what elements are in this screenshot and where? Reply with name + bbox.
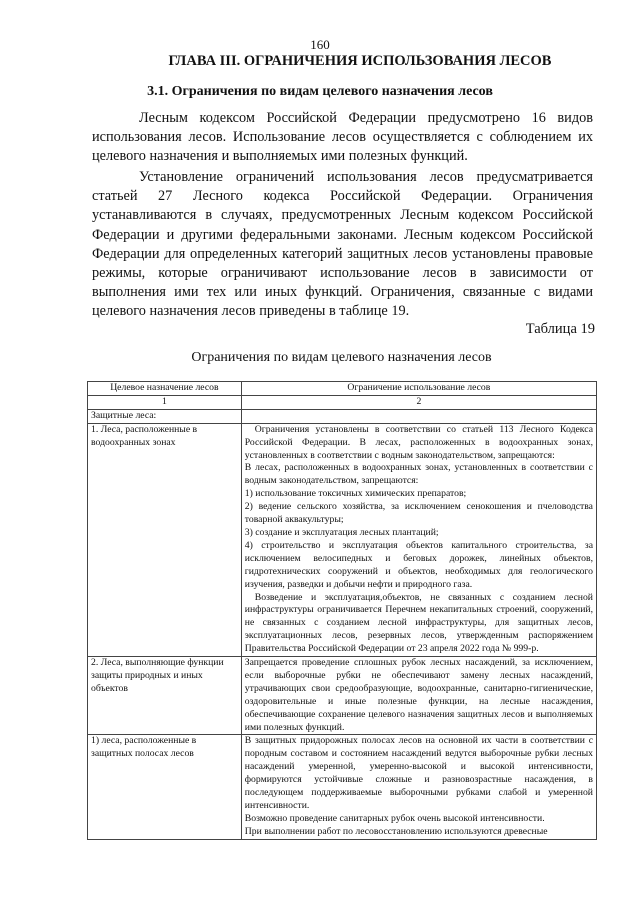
restrictions-table [87, 381, 597, 840]
row-content-cell [241, 423, 596, 656]
cell-paragraph: В лесах, расположенных в водоохранных зонах, установленных в соответствии с водным законодательством, запрещаются: [244, 462, 593, 487]
cell-paragraph: Возведение и эксплуатация,объектов, не связанных с созданием лесной инфраструктуры ограничивается Перечнем некапитальных строений, сооружений, не связанных с созданием лесной инфраструктуры, для защитных лесов, эксплуатационных лесов, резервных лесов, утвержденным распоряжением Правительства Российской Федерации от 23 апреля 2022 года № 999-р. [244, 591, 593, 655]
column-number-cell: 2 [241, 395, 596, 409]
table-column-number-row [88, 395, 597, 409]
row-label-cell: 1. Леса, расположенные в водоохранных зонах [88, 423, 242, 656]
page-number: 160 [310, 37, 330, 52]
row-content-cell [241, 735, 596, 839]
table-number: Таблица 19 [525, 321, 595, 337]
table-header-row [88, 382, 597, 396]
column-number-cell: 1 [88, 395, 242, 409]
cell-paragraph: 4) строительство и эксплуатация объектов капитального строительства, за исключением велосипедных и беговых дорожек, линейных объектов, гидротехнических сооружений и объектов, необходимых для геологического изучения, разведки и добычи нефти и природного газа. [244, 539, 593, 590]
cell-paragraph: 2) ведение сельского хозяйства, за исключением сенокошения и пчеловодства товарной аквакультуры; [244, 501, 593, 526]
chapter-title: ГЛАВА III. ОГРАНИЧЕНИЯ ИСПОЛЬЗОВАНИЯ ЛЕСОВ [168, 53, 552, 69]
group-label-cell: Защитные леса: [88, 409, 242, 423]
table-header-cell: Ограничение использование лесов [241, 382, 596, 396]
table-row [88, 423, 597, 656]
row-label-cell: 1) леса, расположенные в защитных полосах лесов [88, 735, 242, 839]
table-group-row [88, 409, 597, 423]
group-empty-cell [241, 409, 596, 423]
table-row [88, 735, 597, 839]
table-header-cell: Целевое назначение лесов [88, 382, 242, 396]
body-paragraph: Установление ограничений использования лесов предусматривается статьей 27 Лесного кодекса Российской Федерации. Ограничения устанавливаются в случаях, предусмотренных Лесным кодексом Российской Федерации и другими федеральными законами. Лесным кодексом Российской Федерации для определенных категорий защитных лесов установлены правовые режимы, которые ограничивают использование лесов в зависимости от выполнения ими тех или иных функций. Ограничения, связанные с видами целевого назначения лесов приведены в таблице 19. [92, 169, 593, 320]
cell-paragraph: Ограничения установлены в соответствии со статьей 113 Лесного Кодекса Российской Федерации. В лесах, расположенных в водоохранных зонах, установленных в соответствии с водным законодательством, запрещаются: [244, 423, 593, 461]
cell-paragraph: 1) использование токсичных химических препаратов; [244, 488, 467, 500]
cell-paragraph: Возможно проведение санитарных рубок очень высокой интенсивности. [244, 812, 545, 824]
table-caption: Ограничения по видам целевого назначения лесов [191, 350, 492, 365]
body-paragraph: Лесным кодексом Российской Федерации предусмотрено 16 видов использования лесов. Использование лесов осуществляется с соблюдением их целевого назначения и выполняемых ими полезных функций. [92, 110, 593, 165]
row-label-cell: 2. Леса, выполняющие функции защиты природных и иных объектов [88, 657, 242, 735]
cell-paragraph: Запрещается проведение сплошных рубок лесных насаждений, за исключением, если выборочные рубки не обеспечивают замену лесных насаждений, утрачивающих свои средообразующие, водоохранные, санитарно-гигиенические, оздоровительные и иные полезные функции, на лесные насаждения, обеспечивающие сохранение целевого назначения защитных лесов и выполняемых ими полезных функций. [244, 657, 593, 733]
cell-paragraph: В защитных придорожных полосах лесов на основной их части в соответствии с породным составом и состоянием насаждений ведутся выборочные рубки лесных насаждений умеренной, умеренно-высокой и высокой интенсивности, формируются устойчивые сложные и разновозрастные насаждения, в последующем поддерживаемые выборочными рубками слабой и умеренной интенсивности. [244, 735, 593, 811]
cell-paragraph: 3) создание и эксплуатация лесных плантаций; [244, 526, 439, 538]
row-content-cell [241, 657, 596, 735]
table-row [88, 657, 597, 735]
cell-paragraph: При выполнении работ по лесовосстановлению используются древесные [244, 825, 548, 837]
section-title: 3.1. Ограничения по видам целевого назначения лесов [147, 84, 493, 99]
